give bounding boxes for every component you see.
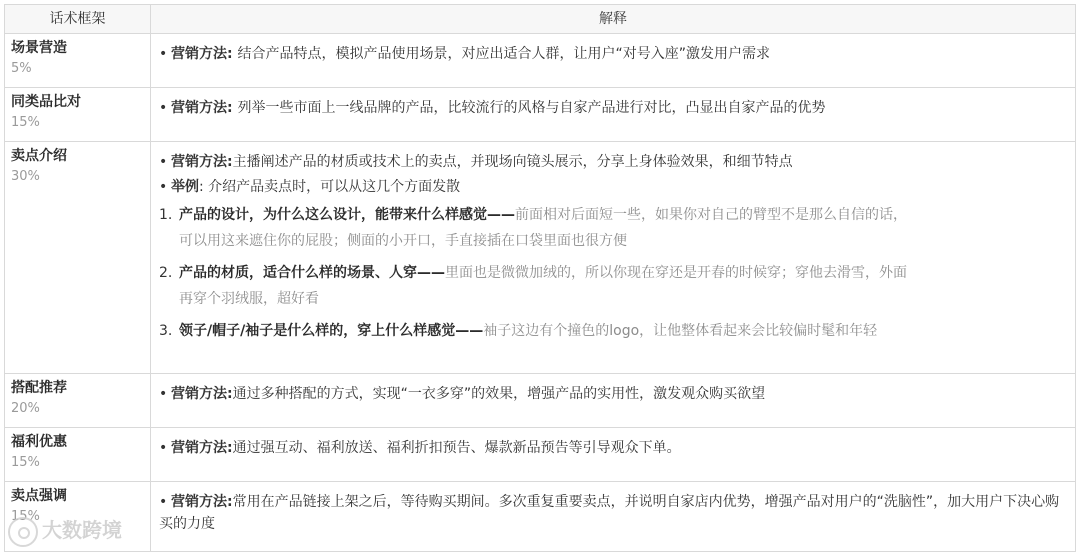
item-heading: 领子/帽子/袖子是什么样的，穿上什么样感觉——: [179, 323, 484, 339]
numbered-item: [159, 318, 1065, 344]
table-row: [5, 482, 1076, 552]
framework-cell: [5, 428, 151, 482]
bullet-text: 结合产品特点，模拟产品使用场景，对应出适合人群，让用户“对号入座”激发用户需求: [237, 46, 770, 62]
framework-percent: 30%: [11, 169, 40, 184]
bullet-item: [159, 43, 1065, 65]
bullet-dot: •: [159, 179, 168, 195]
framework-percent: 15%: [11, 509, 40, 524]
framework-cell: [5, 482, 151, 552]
bullet-text: 常用在产品链接上架之后，等待购买期间。多次重复重要卖点，并说明自家店内优势，增强产品对用户的“洗脑性”，加大用户下决心购买的力度: [159, 494, 1060, 532]
item-detail-cont: 再穿个羽绒服，超好看: [179, 291, 319, 307]
item-detail: 前面相对后面短一些，如果你对自己的臂型不是那么自信的话，: [515, 207, 907, 223]
framework-cell: [5, 88, 151, 142]
framework-name: 场景营造: [11, 40, 67, 56]
numbered-item: [159, 202, 1065, 254]
item-number: 1.: [159, 207, 173, 223]
framework-name: 福利优惠: [11, 434, 67, 450]
framework-percent: 15%: [11, 455, 40, 470]
bullet-item: [159, 151, 1065, 173]
numbered-item: [159, 260, 1065, 312]
item-number: 2.: [159, 265, 173, 281]
table-header-row: [5, 5, 1076, 34]
table-row: [5, 34, 1076, 88]
explanation-cell: [151, 34, 1076, 88]
explanation-cell: [151, 142, 1076, 374]
bullet-label: 营销方法:: [171, 494, 233, 510]
framework-cell: [5, 142, 151, 374]
framework-name: 卖点强调: [11, 488, 67, 504]
table-row: [5, 374, 1076, 428]
explanation-cell: [151, 88, 1076, 142]
bullet-dot: •: [159, 386, 168, 402]
header-explanation: 解释: [151, 5, 1076, 34]
table-body: [5, 34, 1076, 552]
explanation-cell: [151, 374, 1076, 428]
bullet-dot: •: [159, 440, 168, 456]
framework-table: [4, 4, 1076, 552]
table-row: [5, 88, 1076, 142]
bullet-item: [159, 176, 1065, 198]
bullet-label: 营销方法:: [171, 154, 233, 170]
bullet-item: [159, 383, 1065, 405]
framework-name: 搭配推荐: [11, 380, 67, 396]
framework-name: 卖点介绍: [11, 148, 67, 164]
bullet-item: [159, 97, 1065, 119]
bullet-dot: •: [159, 154, 168, 170]
bullet-text: 列举一些市面上一线品牌的产品，比较流行的风格与自家产品进行对比，凸显出自家产品的优势: [237, 100, 826, 116]
bullet-label: 举例: [171, 179, 199, 195]
bullet-item: [159, 491, 1065, 535]
item-heading: 产品的材质，适合什么样的场景、人穿——: [179, 265, 445, 281]
item-heading: 产品的设计，为什么这么设计，能带来什么样感觉——: [179, 207, 515, 223]
item-detail: 袖子这边有个撞色的logo，让他整体看起来会比较偏时髦和年轻: [483, 323, 878, 339]
framework-name: 同类品比对: [11, 94, 81, 110]
header-framework: 话术框架: [5, 5, 151, 34]
bullet-dot: •: [159, 100, 168, 116]
item-detail: 里面也是微微加绒的，所以你现在穿还是开春的时候穿；穿他去滑雪，外面: [445, 265, 907, 281]
explanation-cell: [151, 482, 1076, 552]
framework-percent: 15%: [11, 115, 40, 130]
item-number: 3.: [159, 323, 173, 339]
bullet-label: 营销方法:: [171, 440, 233, 456]
bullet-label: 营销方法:: [171, 386, 233, 402]
bullet-label: 营销方法:: [171, 46, 238, 62]
bullet-text: : 介绍产品卖点时，可以从这几个方面发散: [199, 179, 461, 195]
bullet-text: 通过强互动、福利放送、福利折扣预告、爆款新品预告等引导观众下单。: [232, 440, 681, 456]
framework-cell: [5, 374, 151, 428]
table-row: [5, 142, 1076, 374]
bullet-label: 营销方法:: [171, 100, 238, 116]
table-row: [5, 428, 1076, 482]
bullet-text: 主播阐述产品的材质或技术上的卖点，并现场向镜头展示，分享上身体验效果，和细节特点: [232, 154, 793, 170]
watermark-text: 大数跨境: [42, 518, 122, 542]
bullet-dot: •: [159, 494, 168, 510]
bullet-text: 通过多种搭配的方式，实现“一衣多穿”的效果，增强产品的实用性，激发观众购买欲望: [232, 386, 766, 402]
item-detail-cont: 可以用这来遮住你的屁股；侧面的小开口，手直接插在口袋里面也很方便: [179, 233, 627, 249]
framework-cell: [5, 34, 151, 88]
framework-percent: 20%: [11, 401, 40, 416]
bullet-dot: •: [159, 46, 168, 62]
bullet-item: [159, 437, 1065, 459]
framework-percent: 5%: [11, 61, 32, 76]
explanation-cell: [151, 428, 1076, 482]
